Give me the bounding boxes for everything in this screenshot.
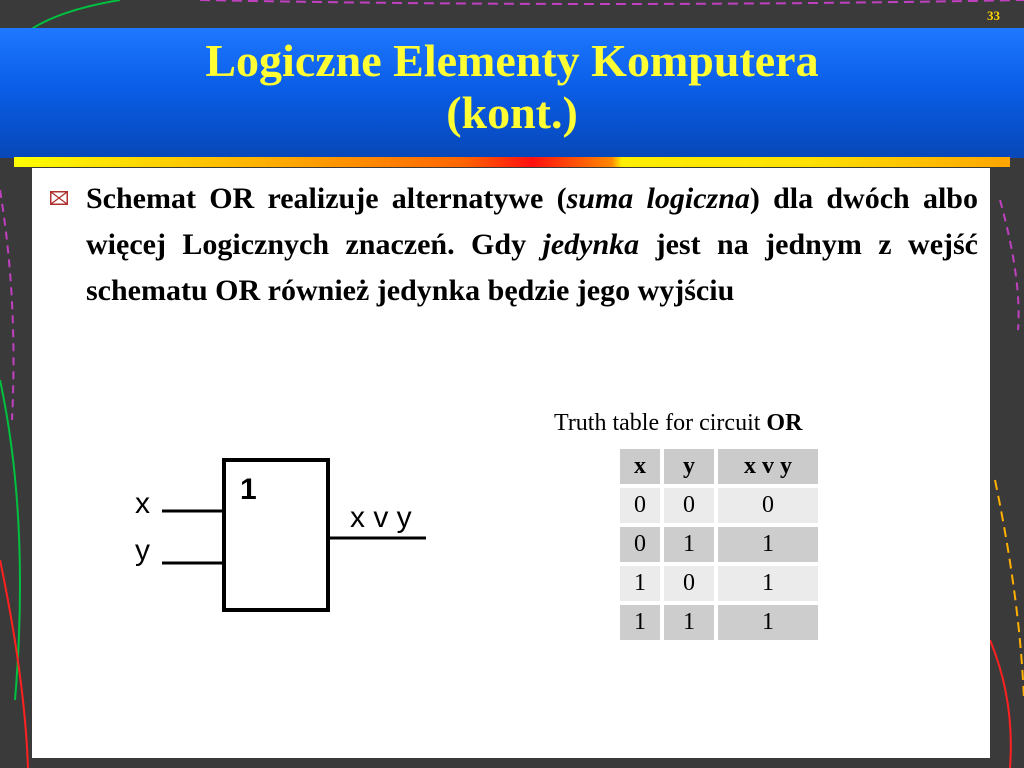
content-area xyxy=(32,168,990,758)
table-cell: 1 xyxy=(718,527,818,562)
truth-table-caption xyxy=(554,410,802,437)
title-line-2: (kont.) xyxy=(446,87,578,138)
table-cell: 1 xyxy=(664,527,714,562)
table-cell: 1 xyxy=(718,566,818,601)
table-row xyxy=(620,488,818,523)
table-row xyxy=(620,566,818,601)
table-cell: 0 xyxy=(718,488,818,523)
table-cell: 0 xyxy=(620,488,660,523)
slide-title xyxy=(0,35,1024,139)
truth-table xyxy=(616,445,822,644)
table-cell: 1 xyxy=(620,566,660,601)
title-underline-bar xyxy=(14,157,1010,167)
bullet-text-part3: jest na jednym z wejść schematu OR również jedynka będzie jego wyjściu xyxy=(86,228,978,307)
output-label: x v y xyxy=(350,501,412,534)
or-gate-diagram xyxy=(122,453,472,623)
bullet-text-part1: Schemat OR realizuje alternatywe ( xyxy=(86,182,567,215)
page-number: 33 xyxy=(987,8,1000,23)
title-line-1: Logiczne Elementy Komputera xyxy=(205,35,819,86)
input-x-label: x xyxy=(135,487,150,520)
header-output: x v y xyxy=(718,449,818,484)
header-x: x xyxy=(620,449,660,484)
truth-table-caption-prefix: Truth table for circuit xyxy=(554,410,767,436)
table-cell: 0 xyxy=(620,527,660,562)
envelope-bullet-icon xyxy=(50,191,68,205)
header-y: y xyxy=(664,449,714,484)
truth-table-caption-bold: OR xyxy=(766,410,803,436)
bullet-text xyxy=(86,176,978,314)
table-row xyxy=(620,527,818,562)
table-cell: 1 xyxy=(664,605,714,640)
truth-table-header xyxy=(620,449,818,484)
bullet-text-italic2: jedynka xyxy=(542,228,640,261)
table-cell: 0 xyxy=(664,488,714,523)
bullet-text-italic1: suma logiczna xyxy=(566,182,750,215)
table-cell: 1 xyxy=(718,605,818,640)
gate-symbol: 1 xyxy=(240,473,257,506)
table-cell: 1 xyxy=(620,605,660,640)
bullet-text-part2: ) dla dwóch albo więcej Logicznych znaczeń. Gdy xyxy=(86,182,978,261)
input-y-label: y xyxy=(135,534,150,567)
table-row xyxy=(620,605,818,640)
table-cell: 0 xyxy=(664,566,714,601)
